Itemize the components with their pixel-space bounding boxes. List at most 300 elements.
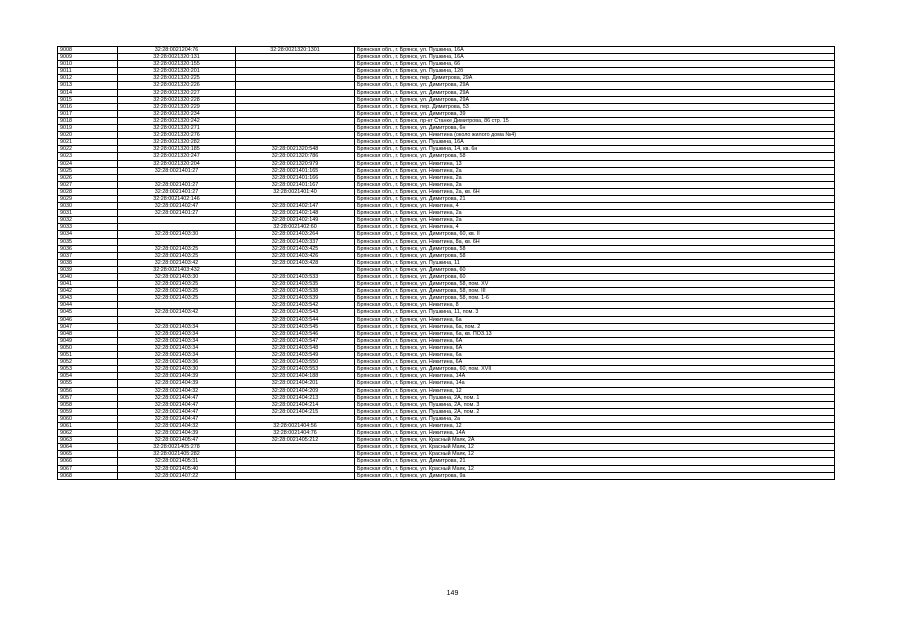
- table-row: [58, 366, 835, 373]
- address-cell: Брянская обл., г. Брянск, ул. Никитина, 14А: [355, 430, 835, 437]
- cadastral-number-parcel-cell: 32:28:0021405:47: [118, 437, 236, 444]
- table-row: [58, 167, 835, 174]
- cadastral-number-building-cell: 32:28:0021320:548: [236, 146, 355, 153]
- cadastral-number-parcel-cell: 32:28:0021404:47: [118, 415, 236, 422]
- address-cell: Брянская обл., г. Брянск, ул. Димитрова, 9а: [355, 472, 835, 479]
- cadastral-number-parcel-cell: 32:28:0021320:229: [118, 103, 236, 110]
- cadastral-number-building-cell: [236, 125, 355, 132]
- cadastral-number-parcel-cell: 32:28:0021401:27: [118, 188, 236, 195]
- table-row: [58, 302, 835, 309]
- row-number-cell: 9028: [58, 188, 118, 195]
- cadastral-number-parcel-cell: 32:28:0021403:34: [118, 337, 236, 344]
- cadastral-number-building-cell: [236, 132, 355, 139]
- address-cell: Брянская обл., г. Брянск, ул. Пушкина, 2А, пом. 2: [355, 408, 835, 415]
- cadastral-number-parcel-cell: 32:28:0021404:32: [118, 422, 236, 429]
- address-cell: Брянская обл., г. Брянск, ул. Никитина, 8а, кв. 6Н: [355, 238, 835, 245]
- table-row: [58, 245, 835, 252]
- table-row: [58, 451, 835, 458]
- row-number-cell: 9059: [58, 408, 118, 415]
- table-row: [58, 387, 835, 394]
- address-cell: Брянская обл., г. Брянск, ул. Димитрова, 21: [355, 195, 835, 202]
- address-cell: Брянская обл., г. Брянск, ул. Димитрова, 58: [355, 153, 835, 160]
- row-number-cell: 9064: [58, 444, 118, 451]
- cadastral-number-parcel-cell: 32:28:0021320:234: [118, 110, 236, 117]
- cadastral-number-building-cell: [236, 89, 355, 96]
- cadastral-number-building-cell: 32:28:0021403:547: [236, 337, 355, 344]
- table-row: [58, 238, 835, 245]
- cadastral-number-building-cell: 32:28:0021402:147: [236, 203, 355, 210]
- cadastral-number-parcel-cell: 32:28:0021402:146: [118, 195, 236, 202]
- row-number-cell: 9052: [58, 359, 118, 366]
- cadastral-number-parcel-cell: 32:28:0021403:42: [118, 259, 236, 266]
- cadastral-number-parcel-cell: 32:28:0021320:227: [118, 89, 236, 96]
- cadastral-number-building-cell: 32:28:0021404:215: [236, 408, 355, 415]
- row-number-cell: 9062: [58, 430, 118, 437]
- cadastral-number-building-cell: 32:28:0021402:149: [236, 217, 355, 224]
- address-cell: Брянская обл., г. Брянск, ул. Пушкина, 12б: [355, 68, 835, 75]
- address-cell: Брянская обл., г. Брянск, пер. Димитрова, 29А: [355, 75, 835, 82]
- table-row: [58, 394, 835, 401]
- cadastral-number-building-cell: 32:28:0021403:549: [236, 352, 355, 359]
- table-row: [58, 252, 835, 259]
- row-number-cell: 9061: [58, 422, 118, 429]
- table-row: [58, 422, 835, 429]
- address-cell: Брянская обл., г. Брянск, ул. Димитрова, 39: [355, 110, 835, 117]
- row-number-cell: 9057: [58, 394, 118, 401]
- cadastral-number-parcel-cell: 32:28:0021403:25: [118, 295, 236, 302]
- address-cell: Брянская обл., г. Брянск, ул. Никитина, 4: [355, 203, 835, 210]
- cadastral-number-parcel-cell: 32:28:0021404:32: [118, 387, 236, 394]
- cadastral-number-parcel-cell: 32:28:0021403:36: [118, 359, 236, 366]
- cadastral-number-parcel-cell: 32:28:0021320:225: [118, 75, 236, 82]
- table-row: [58, 330, 835, 337]
- address-cell: Брянская обл., г. Брянск, ул. Никитина, 6а: [355, 316, 835, 323]
- table-row: [58, 47, 835, 54]
- row-number-cell: 9038: [58, 259, 118, 266]
- cadastral-number-building-cell: [236, 82, 355, 89]
- address-cell: Брянская обл., г. Брянск, ул. Никитина, 2а, кв. 6Н: [355, 188, 835, 195]
- address-cell: Брянская обл., г. Брянск, ул. Никитина, 8: [355, 302, 835, 309]
- address-cell: Брянская обл., г. Брянск, ул. Пушкина, 2а: [355, 415, 835, 422]
- row-number-cell: 9040: [58, 274, 118, 281]
- row-number-cell: 9060: [58, 415, 118, 422]
- cadastral-number-building-cell: [236, 61, 355, 68]
- address-cell: Брянская обл., г. Брянск, ул. Димитрова, 58, пом. 1-6: [355, 295, 835, 302]
- row-number-cell: 9042: [58, 288, 118, 295]
- table-row: [58, 132, 835, 139]
- row-number-cell: 9063: [58, 437, 118, 444]
- cadastral-number-building-cell: 32:28:0021403:428: [236, 259, 355, 266]
- cadastral-number-parcel-cell: 32:28:0021403:30: [118, 366, 236, 373]
- table-row: [58, 309, 835, 316]
- row-number-cell: 9010: [58, 61, 118, 68]
- address-cell: Брянская обл., г. Брянск, ул. Димитрова, 29А: [355, 82, 835, 89]
- address-cell: Брянская обл., г. Брянск, ул. Димитрова, 29А: [355, 89, 835, 96]
- cadastral-number-parcel-cell: 32:28:0021405:278: [118, 444, 236, 451]
- cadastral-number-parcel-cell: 32:28:0021402:47: [118, 203, 236, 210]
- address-cell: Брянская обл., г. Брянск, ул. Никитина, 6а: [355, 352, 835, 359]
- cadastral-number-parcel-cell: 32:28:0021204:76: [118, 47, 236, 54]
- cadastral-number-parcel-cell: 32:28:0021320:228: [118, 96, 236, 103]
- table-row: [58, 472, 835, 479]
- cadastral-number-building-cell: 32:28:0021403:264: [236, 231, 355, 238]
- address-cell: Брянская обл., г. Брянск, пер. Димитрова, 53: [355, 103, 835, 110]
- row-number-cell: 9014: [58, 89, 118, 96]
- address-cell: Брянская обл., г. Брянск, ул. Красный Маяк, 12: [355, 451, 835, 458]
- table-row: [58, 146, 835, 153]
- row-number-cell: 9036: [58, 245, 118, 252]
- table-row: [58, 68, 835, 75]
- row-number-cell: 9046: [58, 316, 118, 323]
- cadastral-number-parcel-cell: 32:28:0021320:242: [118, 117, 236, 124]
- table-row: [58, 96, 835, 103]
- table-row: [58, 153, 835, 160]
- cadastral-number-building-cell: [236, 75, 355, 82]
- address-cell: Брянская обл., г. Брянск, ул. Никитина, 12: [355, 422, 835, 429]
- cadastral-number-building-cell: 32:28:0021403:545: [236, 323, 355, 330]
- cadastral-number-building-cell: [236, 451, 355, 458]
- row-number-cell: 9015: [58, 96, 118, 103]
- cadastral-number-building-cell: 32:28:0021405:212: [236, 437, 355, 444]
- address-cell: Брянская обл., г. Брянск, ул. Никитина, 14а: [355, 380, 835, 387]
- cadastral-number-parcel-cell: 32:28:0021403:25: [118, 252, 236, 259]
- row-number-cell: 9033: [58, 224, 118, 231]
- cadastral-number-parcel-cell: 32:28:0021320:271: [118, 125, 236, 132]
- table-row: [58, 458, 835, 465]
- address-cell: Брянская обл., г. Брянск, ул. Пушкина, 11, пом. 3: [355, 309, 835, 316]
- table-row: [58, 465, 835, 472]
- address-cell: Брянская обл., г. Брянск, ул. Димитрова, 21: [355, 458, 835, 465]
- cadastral-number-building-cell: [236, 195, 355, 202]
- address-cell: Брянская обл., г. Брянск, ул. Никитина, 2а: [355, 181, 835, 188]
- cadastral-number-building-cell: 32:28:0021401:40: [236, 188, 355, 195]
- cadastral-number-building-cell: [236, 110, 355, 117]
- row-number-cell: 9048: [58, 330, 118, 337]
- row-number-cell: 9056: [58, 387, 118, 394]
- row-number-cell: 9068: [58, 472, 118, 479]
- row-number-cell: 9026: [58, 174, 118, 181]
- cadastral-number-parcel-cell: 32:28:0021320:226: [118, 82, 236, 89]
- cadastral-number-parcel-cell: 32:28:0021320:204: [118, 160, 236, 167]
- cadastral-number-building-cell: 32:28:0021404:209: [236, 387, 355, 394]
- table-row: [58, 160, 835, 167]
- table-row: [58, 323, 835, 330]
- cadastral-number-building-cell: 32:28:0021404:214: [236, 401, 355, 408]
- row-number-cell: 9029: [58, 195, 118, 202]
- table-row: [58, 352, 835, 359]
- row-number-cell: 9037: [58, 252, 118, 259]
- cadastral-number-building-cell: 32:28:0021320:979: [236, 160, 355, 167]
- cadastral-number-building-cell: 32:28:0021404:56: [236, 422, 355, 429]
- address-cell: Брянская обл., г. Брянск, ул. Никитина, 2а: [355, 217, 835, 224]
- address-cell: Брянская обл., г. Брянск, ул. Пушкина, 16А: [355, 139, 835, 146]
- cadastral-number-building-cell: 32:28:0021403:546: [236, 330, 355, 337]
- cadastral-number-parcel-cell: [118, 316, 236, 323]
- cadastral-number-building-cell: 32:28:0021403:543: [236, 309, 355, 316]
- cadastral-number-building-cell: 32:28:0021403:550: [236, 359, 355, 366]
- table-row: [58, 188, 835, 195]
- cadastral-number-parcel-cell: 32:28:0021403:34: [118, 323, 236, 330]
- cadastral-number-building-cell: 32:28:0021403:533: [236, 274, 355, 281]
- cadastral-number-parcel-cell: 32:28:0021403:30: [118, 231, 236, 238]
- row-number-cell: 9008: [58, 47, 118, 54]
- row-number-cell: 9027: [58, 181, 118, 188]
- row-number-cell: 9055: [58, 380, 118, 387]
- cadastral-number-building-cell: 32:28:0021403:542: [236, 302, 355, 309]
- address-cell: Брянская обл., г. Брянск, ул. Красный Маяк, 12: [355, 465, 835, 472]
- cadastral-number-building-cell: [236, 458, 355, 465]
- cadastral-number-building-cell: 32:28:0021401:166: [236, 174, 355, 181]
- cadastral-number-building-cell: [236, 117, 355, 124]
- cadastral-number-building-cell: 32:28:0021402:60: [236, 224, 355, 231]
- cadastral-number-building-cell: [236, 415, 355, 422]
- table-row: [58, 75, 835, 82]
- cadastral-number-parcel-cell: 32:28:0021403:34: [118, 344, 236, 351]
- cadastral-number-parcel-cell: 32:28:0021320:247: [118, 153, 236, 160]
- table-body: [58, 47, 835, 480]
- table-row: [58, 430, 835, 437]
- address-cell: Брянская обл., г. Брянск, ул. Димитрова, 60: [355, 266, 835, 273]
- cadastral-number-parcel-cell: 32:28:0021405:40: [118, 465, 236, 472]
- cadastral-number-parcel-cell: 32:28:0021320:131: [118, 54, 236, 61]
- address-cell: Брянская обл., г. Брянск, ул. Димитрова, 58: [355, 245, 835, 252]
- address-cell: Брянская обл., г. Брянск, ул. Пушкина, 16А: [355, 47, 835, 54]
- cadastral-number-parcel-cell: 32:28:0021320:201: [118, 68, 236, 75]
- row-number-cell: 9044: [58, 302, 118, 309]
- table-row: [58, 316, 835, 323]
- address-cell: Брянская обл., г. Брянск, ул. Никитина, 6А: [355, 344, 835, 351]
- table-row: [58, 437, 835, 444]
- address-cell: Брянская обл., г. Брянск, ул. Димитрова, 60, пом. XVII: [355, 366, 835, 373]
- address-cell: Брянская обл., г. Брянск, ул. Никитина, 2а: [355, 210, 835, 217]
- cadastral-number-building-cell: 32:28:0021403:538: [236, 288, 355, 295]
- address-cell: Брянская обл., г. Брянск, ул. Пушкина, 14, кв. 6н: [355, 146, 835, 153]
- row-number-cell: 9016: [58, 103, 118, 110]
- row-number-cell: 9058: [58, 401, 118, 408]
- table-row: [58, 408, 835, 415]
- address-cell: Брянская обл., г. Брянск, ул. Никитина, 4: [355, 224, 835, 231]
- row-number-cell: 9013: [58, 82, 118, 89]
- address-cell: Брянская обл., г. Брянск, ул. Никитина, 6а, кв. ПОЗ.13: [355, 330, 835, 337]
- row-number-cell: 9066: [58, 458, 118, 465]
- cadastral-number-parcel-cell: 32:28:0021403:34: [118, 330, 236, 337]
- address-cell: Брянская обл., г. Брянск, ул. Димитрова, 58, пом. III: [355, 288, 835, 295]
- table-row: [58, 281, 835, 288]
- row-number-cell: 9009: [58, 54, 118, 61]
- row-number-cell: 9025: [58, 167, 118, 174]
- cadastral-number-parcel-cell: 32:28:0021404:47: [118, 401, 236, 408]
- table-row: [58, 181, 835, 188]
- row-number-cell: 9031: [58, 210, 118, 217]
- row-number-cell: 9019: [58, 125, 118, 132]
- address-cell: Брянская обл., г. Брянск, ул. Никитина, 6А: [355, 337, 835, 344]
- cadastral-number-building-cell: 32:28:0021403:544: [236, 316, 355, 323]
- table-row: [58, 373, 835, 380]
- address-cell: Брянская обл., г. Брянск, ул. Никитина, 6А: [355, 359, 835, 366]
- row-number-cell: 9011: [58, 68, 118, 75]
- table-row: [58, 274, 835, 281]
- cadastral-number-parcel-cell: 32:28:0021405:31: [118, 458, 236, 465]
- cadastral-number-building-cell: 32:28:0021403:425: [236, 245, 355, 252]
- row-number-cell: 9021: [58, 139, 118, 146]
- table-row: [58, 401, 835, 408]
- cadastral-number-parcel-cell: [118, 224, 236, 231]
- row-number-cell: 9051: [58, 352, 118, 359]
- cadastral-number-parcel-cell: [118, 302, 236, 309]
- row-number-cell: 9020: [58, 132, 118, 139]
- table-row: [58, 217, 835, 224]
- row-number-cell: 9035: [58, 238, 118, 245]
- table-row: [58, 195, 835, 202]
- cadastral-number-parcel-cell: 32:28:0021405:282: [118, 451, 236, 458]
- table-row: [58, 125, 835, 132]
- table-row: [58, 61, 835, 68]
- cadastral-number-building-cell: 32:28:0021403:548: [236, 344, 355, 351]
- row-number-cell: 9018: [58, 117, 118, 124]
- cadastral-number-building-cell: 32:28:0021403:535: [236, 281, 355, 288]
- table-row: [58, 259, 835, 266]
- table-row: [58, 337, 835, 344]
- address-cell: Брянская обл., г. Брянск, ул. Димитрова, 58: [355, 252, 835, 259]
- row-number-cell: 9034: [58, 231, 118, 238]
- address-cell: Брянская обл., г. Брянск, ул. Димитрова, 60: [355, 274, 835, 281]
- cadastral-number-building-cell: [236, 465, 355, 472]
- cadastral-number-parcel-cell: 32:28:0021403:25: [118, 245, 236, 252]
- row-number-cell: 9043: [58, 295, 118, 302]
- table-row: [58, 89, 835, 96]
- cadastral-number-parcel-cell: 32:28:0021401:27: [118, 167, 236, 174]
- cadastral-number-parcel-cell: [118, 217, 236, 224]
- address-cell: Брянская обл., г. Брянск, ул. Никитина, 2а: [355, 174, 835, 181]
- cadastral-number-building-cell: [236, 139, 355, 146]
- table-row: [58, 266, 835, 273]
- address-cell: Брянская обл., г. Брянск, ул. Димитрова, 58, пом. XV: [355, 281, 835, 288]
- table-row: [58, 359, 835, 366]
- cadastral-number-building-cell: 32:28:0021320:786: [236, 153, 355, 160]
- cadastral-number-parcel-cell: 32:28:0021403:34: [118, 352, 236, 359]
- cadastral-number-building-cell: 32:28:0021403:337: [236, 238, 355, 245]
- address-cell: Брянская обл., г. Брянск, ул. Пушкина, 16А: [355, 54, 835, 61]
- row-number-cell: 9032: [58, 217, 118, 224]
- row-number-cell: 9053: [58, 366, 118, 373]
- cadastral-number-building-cell: 32:28:0021401:167: [236, 181, 355, 188]
- cadastral-number-parcel-cell: 32:28:0021403:432: [118, 266, 236, 273]
- address-cell: Брянская обл., г. Брянск, ул. Никитина, 12: [355, 387, 835, 394]
- cadastral-number-building-cell: [236, 103, 355, 110]
- cadastral-number-parcel-cell: 32:28:0021403:30: [118, 274, 236, 281]
- table-row: [58, 231, 835, 238]
- address-cell: Брянская обл., г. Брянск, пр-кт Станке Димитрова, 86 стр. 15: [355, 117, 835, 124]
- row-number-cell: 9067: [58, 465, 118, 472]
- row-number-cell: 9022: [58, 146, 118, 153]
- address-cell: Брянская обл., г. Брянск, ул. Пушкина, 66: [355, 61, 835, 68]
- row-number-cell: 9039: [58, 266, 118, 273]
- cadastral-number-building-cell: 32:28:0021403:539: [236, 295, 355, 302]
- table-row: [58, 82, 835, 89]
- table-row: [58, 203, 835, 210]
- cadastral-number-building-cell: 32:28:0021404:213: [236, 394, 355, 401]
- table-row: [58, 103, 835, 110]
- row-number-cell: 9017: [58, 110, 118, 117]
- table-row: [58, 174, 835, 181]
- cadastral-number-building-cell: [236, 96, 355, 103]
- cadastral-number-parcel-cell: 32:28:0021403:25: [118, 288, 236, 295]
- table-row: [58, 54, 835, 61]
- row-number-cell: 9050: [58, 344, 118, 351]
- address-cell: Брянская обл., г. Брянск, ул. Никитина, 6а, пом. 2: [355, 323, 835, 330]
- cadastral-number-building-cell: [236, 472, 355, 479]
- table-row: [58, 415, 835, 422]
- cadastral-number-building-cell: 32:28:0021404:201: [236, 380, 355, 387]
- cadastral-number-parcel-cell: 32:28:0021404:39: [118, 380, 236, 387]
- cadastral-number-parcel-cell: 32:28:0021404:47: [118, 408, 236, 415]
- address-cell: Брянская обл., г. Брянск, ул. Пушкина, 2А, пом. 1: [355, 394, 835, 401]
- cadastral-number-building-cell: [236, 266, 355, 273]
- cadastral-number-parcel-cell: 32:28:0021403:42: [118, 309, 236, 316]
- cadastral-number-building-cell: 32:28:0021320:1301: [236, 47, 355, 54]
- cadastral-number-parcel-cell: [118, 238, 236, 245]
- address-cell: Брянская обл., г. Брянск, ул. Никитина, 2а: [355, 167, 835, 174]
- address-cell: Брянская обл., г. Брянск, ул. Никитина, 14А: [355, 373, 835, 380]
- cadastral-number-building-cell: [236, 68, 355, 75]
- cadastral-number-parcel-cell: 32:28:0021404:39: [118, 373, 236, 380]
- cadastral-number-parcel-cell: 32:28:0021403:25: [118, 281, 236, 288]
- row-number-cell: 9054: [58, 373, 118, 380]
- table-row: [58, 344, 835, 351]
- row-number-cell: 9065: [58, 451, 118, 458]
- address-cell: Брянская обл., г. Брянск, ул. Димитрова, 29А: [355, 96, 835, 103]
- row-number-cell: 9041: [58, 281, 118, 288]
- cadastral-number-parcel-cell: 32:28:0021407:22: [118, 472, 236, 479]
- address-cell: Брянская обл., г. Брянск, ул. Пушкина, 2А, пом. 3: [355, 401, 835, 408]
- address-cell: Брянская обл., г. Брянск, ул. Димитрова, 6н: [355, 125, 835, 132]
- cadastral-number-parcel-cell: 32:28:0021401:27: [118, 210, 236, 217]
- cadastral-number-building-cell: 32:28:0021403:553: [236, 366, 355, 373]
- cadastral-number-parcel-cell: 32:28:0021320:276: [118, 132, 236, 139]
- table-row: [58, 110, 835, 117]
- page-number: 149: [446, 590, 459, 597]
- address-cell: Брянская обл., г. Брянск, ул. Пушкина, 11: [355, 259, 835, 266]
- cadastral-number-building-cell: 32:28:0021404:76: [236, 430, 355, 437]
- row-number-cell: 9024: [58, 160, 118, 167]
- row-number-cell: 9045: [58, 309, 118, 316]
- table-row: [58, 117, 835, 124]
- table-row: [58, 380, 835, 387]
- address-cell: Брянская обл., г. Брянск, ул. Димитрова, 60, кв. II: [355, 231, 835, 238]
- cadastral-number-building-cell: [236, 54, 355, 61]
- address-cell: Брянская обл., г. Брянск, ул. Красный Маяк, 12: [355, 444, 835, 451]
- cadastral-number-building-cell: 32:28:0021401:165: [236, 167, 355, 174]
- cadastral-table: [57, 46, 835, 480]
- address-cell: Брянская обл., г. Брянск, ул. Никитина, 13: [355, 160, 835, 167]
- row-number-cell: 9049: [58, 337, 118, 344]
- row-number-cell: 9023: [58, 153, 118, 160]
- cadastral-number-building-cell: 32:28:0021403:426: [236, 252, 355, 259]
- row-number-cell: 9047: [58, 323, 118, 330]
- cadastral-number-parcel-cell: 32:28:0021404:47: [118, 394, 236, 401]
- table-row: [58, 139, 835, 146]
- table-row: [58, 224, 835, 231]
- address-cell: Брянская обл., г. Брянск, ул. Красный Маяк, 2А: [355, 437, 835, 444]
- cadastral-number-building-cell: 32:28:0021404:188: [236, 373, 355, 380]
- table-row: [58, 444, 835, 451]
- cadastral-number-building-cell: [236, 444, 355, 451]
- table-row: [58, 210, 835, 217]
- table-row: [58, 295, 835, 302]
- cadastral-number-parcel-cell: 32:28:0021401:27: [118, 181, 236, 188]
- row-number-cell: 9012: [58, 75, 118, 82]
- table-row: [58, 288, 835, 295]
